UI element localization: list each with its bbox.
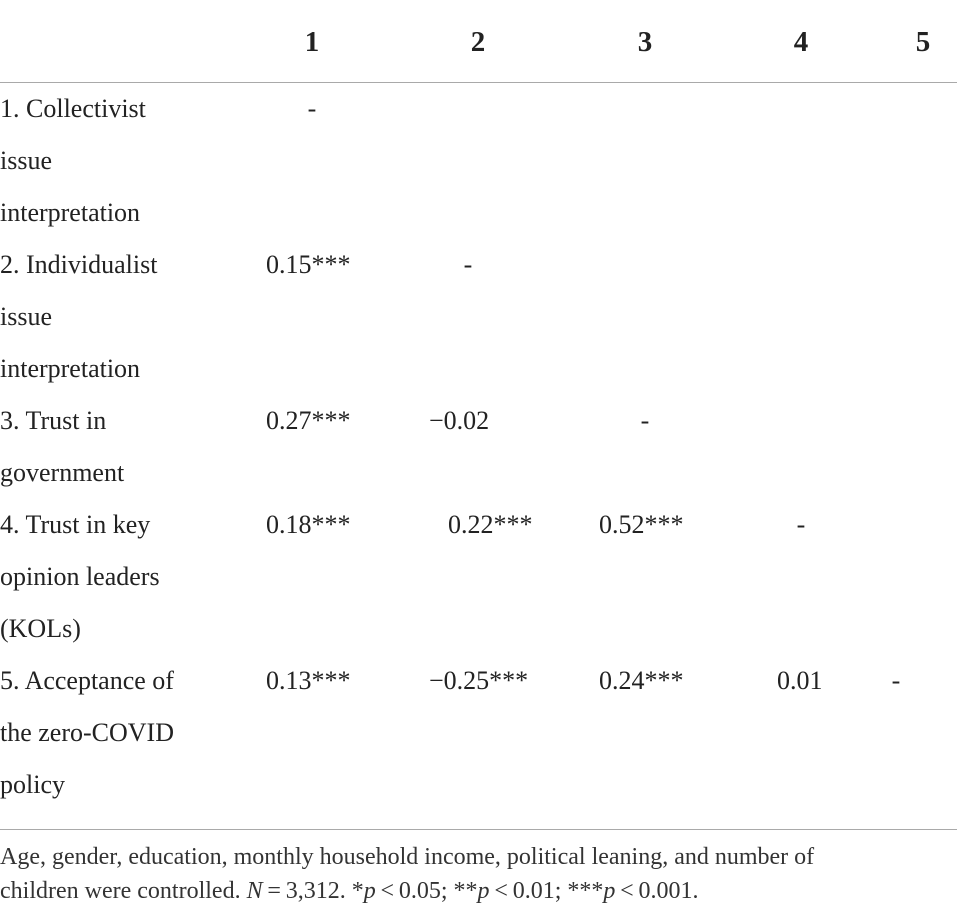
row-label-line: policy	[0, 770, 65, 799]
footnote-line-1: Age, gender, education, monthly household income, political leaning, and number of	[0, 844, 815, 870]
cell-value: 0.27***	[266, 406, 351, 435]
table-row	[0, 239, 957, 395]
cell-value: 0.15***	[266, 250, 351, 279]
cell-value: 0.13***	[266, 666, 351, 695]
table-row	[0, 499, 957, 655]
table-row	[0, 395, 957, 499]
column-header-4: 4	[793, 26, 809, 58]
row-label-line: interpretation	[0, 354, 141, 383]
row-label-line: issue	[0, 302, 52, 331]
cell-value: 0.22***	[448, 510, 533, 539]
row-label-line: 5. Acceptance of	[0, 666, 174, 695]
cell-value: 0.18***	[266, 510, 351, 539]
row-label-line: (KOLs)	[0, 614, 81, 643]
footnote-line-2	[0, 874, 957, 908]
row-label-line: government	[0, 458, 125, 487]
row-label-line: opinion leaders	[0, 562, 160, 591]
column-header-2: 2	[470, 26, 486, 58]
footnote-text: < 0.001.	[615, 878, 699, 904]
table-header-row	[0, 0, 957, 83]
cell-diagonal: -	[463, 250, 473, 279]
row-label	[0, 499, 215, 655]
row-label-line: 1. Collectivist	[0, 94, 146, 123]
footnote-symbol-p: p	[603, 878, 616, 904]
row-label-line: 2. Individualist	[0, 250, 158, 279]
footnote-text: = 3,312. *	[262, 878, 364, 904]
column-header-3: 3	[637, 26, 653, 58]
row-label	[0, 239, 215, 395]
cell-value: 0.24***	[599, 666, 684, 695]
cell-value: 0.52***	[599, 510, 684, 539]
footnote-text: < 0.05; **	[375, 878, 478, 904]
cell-diagonal: -	[891, 666, 901, 695]
row-label	[0, 83, 215, 239]
table-row	[0, 655, 957, 811]
row-label	[0, 655, 215, 811]
cell-value: −0.25***	[429, 666, 529, 695]
row-label-line: 3. Trust in	[0, 406, 107, 435]
footnote-symbol-p: p	[363, 878, 376, 904]
cell-diagonal: -	[307, 94, 317, 123]
row-label-line: 4. Trust in key	[0, 510, 151, 539]
column-header-5: 5	[915, 26, 931, 58]
row-label-line: issue	[0, 146, 52, 175]
footnote-text: children were controlled.	[0, 878, 247, 904]
row-label-line: the zero-COVID	[0, 718, 174, 747]
cell-diagonal: -	[796, 510, 806, 539]
row-label	[0, 395, 215, 499]
table-footnote	[0, 840, 957, 908]
column-header-1: 1	[304, 26, 320, 58]
row-label-line: interpretation	[0, 198, 141, 227]
table-body	[0, 83, 957, 830]
footnote-symbol-n: N	[246, 878, 263, 904]
cell-diagonal: -	[640, 406, 650, 435]
cell-value: 0.01	[777, 666, 823, 695]
table-row	[0, 83, 957, 239]
footnote-symbol-p: p	[477, 878, 490, 904]
footnote-text: < 0.01; ***	[489, 878, 604, 904]
cell-value: −0.02	[429, 406, 490, 435]
